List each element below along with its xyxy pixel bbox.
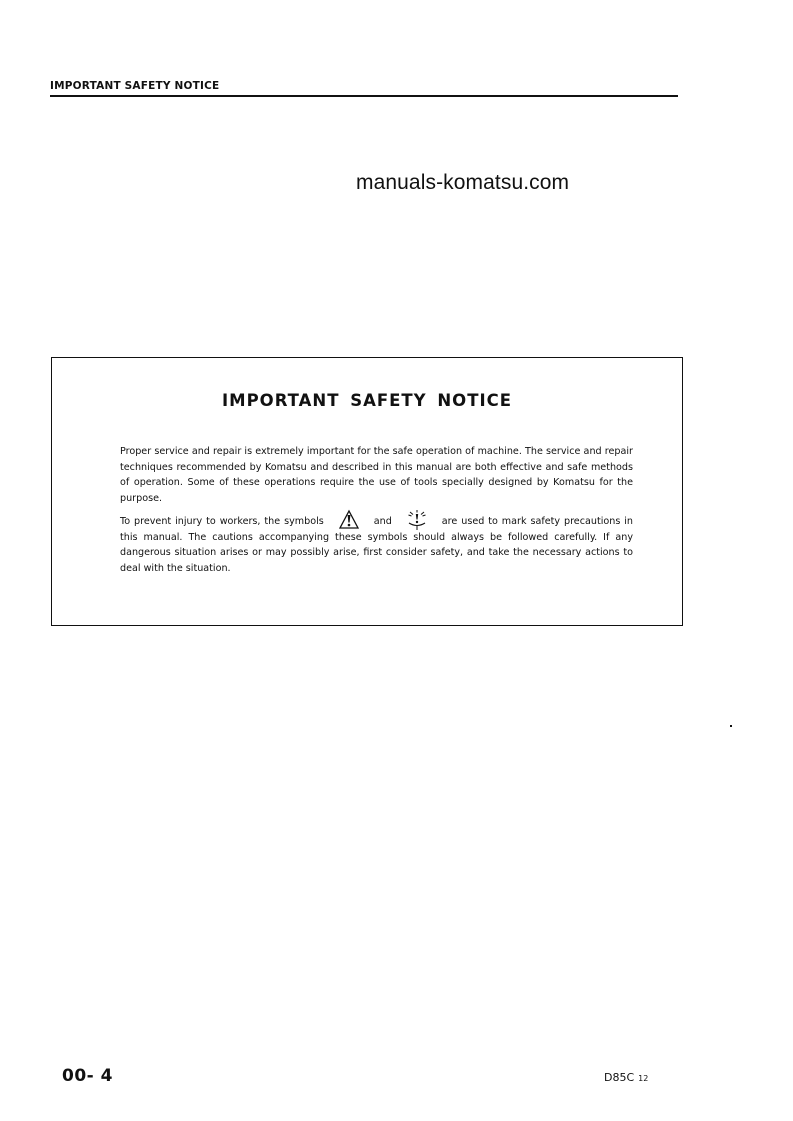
paragraph-2-rest: are used to mark safety precautions in this manual. The cautions accompanying these symbols should always be followed carefully. If any dangerous situation arises or may possibly arise, first consider safety, and take the necessary actions to deal with the situation.	[120, 516, 633, 574]
scan-speck	[730, 725, 732, 727]
model-code	[604, 1071, 648, 1084]
running-header-title: IMPORTANT SAFETY NOTICE	[50, 80, 220, 92]
notice-paragraph-2	[120, 514, 633, 576]
caution-burst-icon	[406, 509, 428, 531]
notice-body	[120, 444, 633, 584]
revision-number: 12	[638, 1074, 649, 1083]
paragraph-2-lead: To prevent injury to workers, the symbols	[120, 516, 324, 527]
notice-title: IMPORTANT SAFETY NOTICE	[222, 391, 512, 410]
model-name: D85C	[604, 1071, 635, 1084]
paragraph-2-and: and	[373, 516, 392, 527]
safety-notice-box	[51, 357, 683, 626]
running-header	[50, 76, 678, 97]
warning-triangle-icon	[338, 509, 360, 531]
watermark-text: manuals-komatsu.com	[356, 171, 570, 194]
notice-paragraph-1: Proper service and repair is extremely important for the safe operation of machine. The service and repair techniques recommended by Komatsu and described in this manual are both effective and safe methods of operation. Some of these operations require the use of tools specially designed by Komatsu for the purpose.	[120, 446, 633, 504]
page-number: 00- 4	[62, 1066, 113, 1086]
